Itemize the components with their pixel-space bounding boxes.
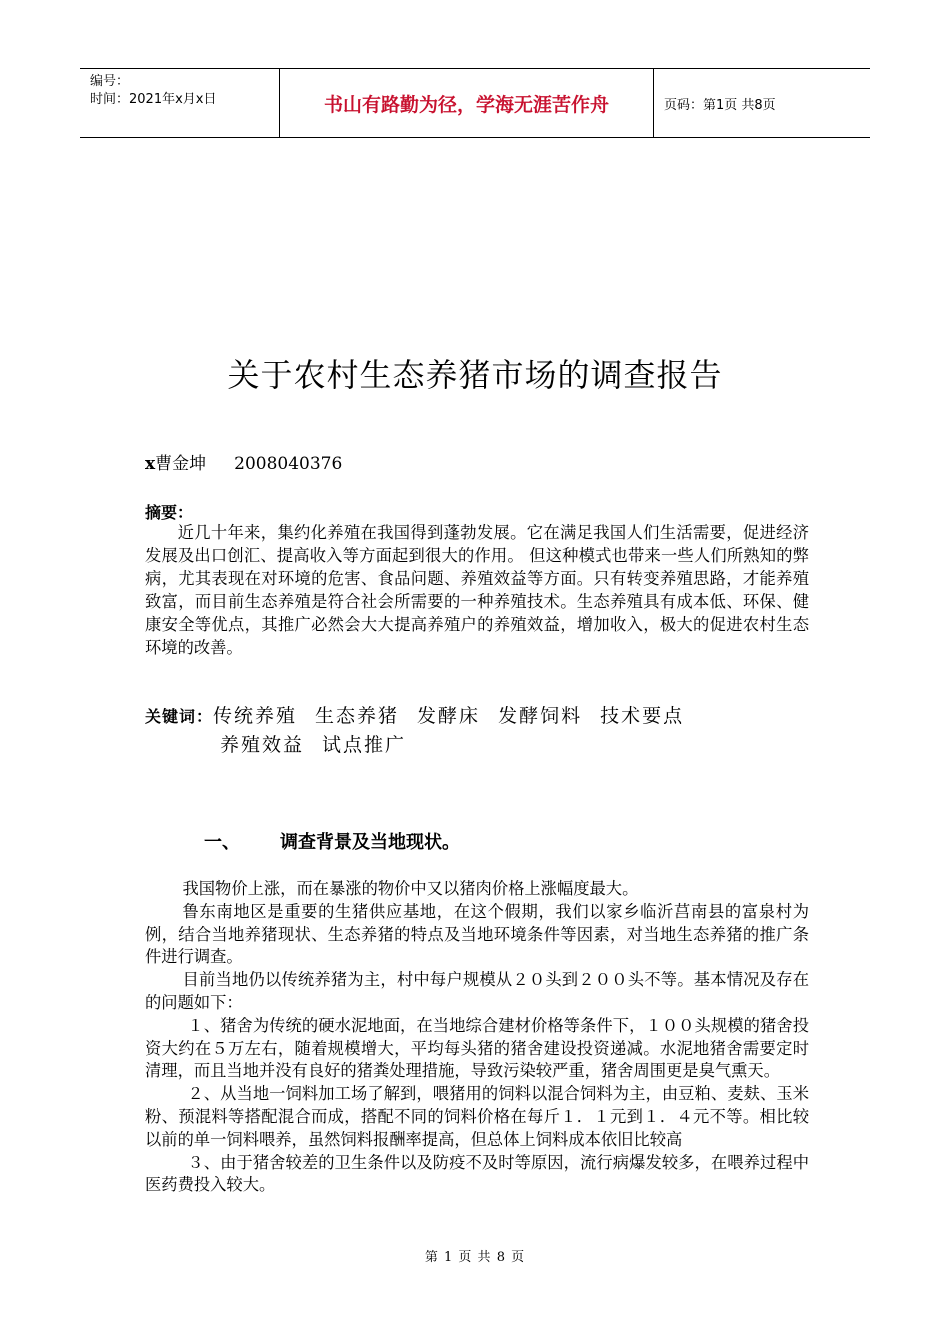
section-number: 一、 — [204, 832, 240, 853]
paragraph: 我国物价上涨，而在暴涨的物价中又以猪肉价格上涨幅度最大。 — [182, 879, 639, 898]
keyword: 传统养殖 — [213, 705, 298, 727]
keyword: 生态养猪 — [315, 705, 400, 727]
paragraph: １、猪舍为传统的硬水泥地面，在当地综合建材价格等条件下，１００头规模的猪舍投资大约在５万左右，随着规模增大，平均每头猪的猪舍建设投资递减。水泥地猪舍需要定时清理，而且当地并没有良好的猪粪处理措施，导致污染较严重，猪舍周围更是臭气熏天。 — [145, 1015, 809, 1081]
keyword: 发酵饲料 — [498, 705, 583, 727]
keywords-line-1 — [145, 702, 825, 731]
abstract-text: 近几十年来，集约化养殖在我国得到蓬勃发展。它在满足我国人们生活需要，促进经济发展及出口创汇、提高收入等方面起到很大的作用。 但这种模式也带来一些人们所熟知的弊病，尤其表现在对环境的危害、食品问题、养殖效益等方面。只有转变养殖思路，才能养殖致富，而目前生态养殖是符合社会所需要的一种养殖技术。生态养殖具有成本低、环保、健康安全等优点，其推广必然会大大提高养殖户的养殖效益，增加收入，极大的促进农村生态环境的改善。 — [145, 523, 809, 657]
keyword: 养殖效益 — [220, 734, 305, 756]
header-meta — [80, 69, 280, 137]
author-name: 曹金坤 — [155, 454, 207, 474]
section-heading — [204, 828, 460, 854]
paragraph: ２、从当地一饲料加工场了解到，喂猪用的饲料以混合饲料为主，由豆粕、麦麸、玉米粉、预混料等搭配混合而成，搭配不同的饲料价格在每斤１．１元到１．４元不等。相比较以前的单一饲料喂养，虽然饲料报酬率提高，但总体上饲料成本依旧比较高 — [145, 1084, 809, 1149]
paragraph: 目前当地仍以传统养猪为主，村中每户规模从２０头到２００头不等。基本情况及存在的问题如下： — [145, 970, 809, 1012]
section-body — [145, 878, 809, 1197]
document-title: 关于农村生态养猪市场的调查报告 — [227, 356, 723, 394]
paragraph: ３、由于猪舍较差的卫生条件以及防疫不及时等原因，流行病爆发较多，在喂养过程中医药费投入较大。 — [145, 1152, 809, 1195]
author-line — [145, 449, 342, 474]
number-label: 编号： — [90, 74, 130, 89]
header-motto: 书山有路勤为径，学海无涯苦作舟 — [280, 69, 654, 137]
section-title: 调查背景及当地现状。 — [280, 832, 460, 853]
page-footer: 第 1 页 共 8 页 — [424, 1250, 526, 1265]
author-id: 2008040376 — [234, 454, 343, 474]
keywords-label: 关键词： — [145, 707, 214, 726]
header-page-info: 页码：第1页 共8页 — [664, 97, 776, 113]
author-prefix: x — [145, 454, 156, 474]
page-header — [80, 68, 870, 138]
paragraph: 鲁东南地区是重要的生猪供应基地，在这个假期，我们以家乡临沂莒南县的富泉村为例，结合当地养猪现状、生态养猪的特点及当地环境条件等因素，对当地生态养猪的推广条件进行调查。 — [145, 901, 809, 967]
time-label: 时间：2021年x月x日 — [90, 92, 217, 107]
keywords-line-2 — [145, 731, 825, 759]
keyword: 试点推广 — [322, 734, 407, 756]
keyword: 发酵床 — [417, 705, 481, 727]
keywords — [145, 702, 825, 759]
abstract-label: 摘要： — [145, 503, 194, 522]
keyword: 技术要点 — [600, 705, 685, 727]
